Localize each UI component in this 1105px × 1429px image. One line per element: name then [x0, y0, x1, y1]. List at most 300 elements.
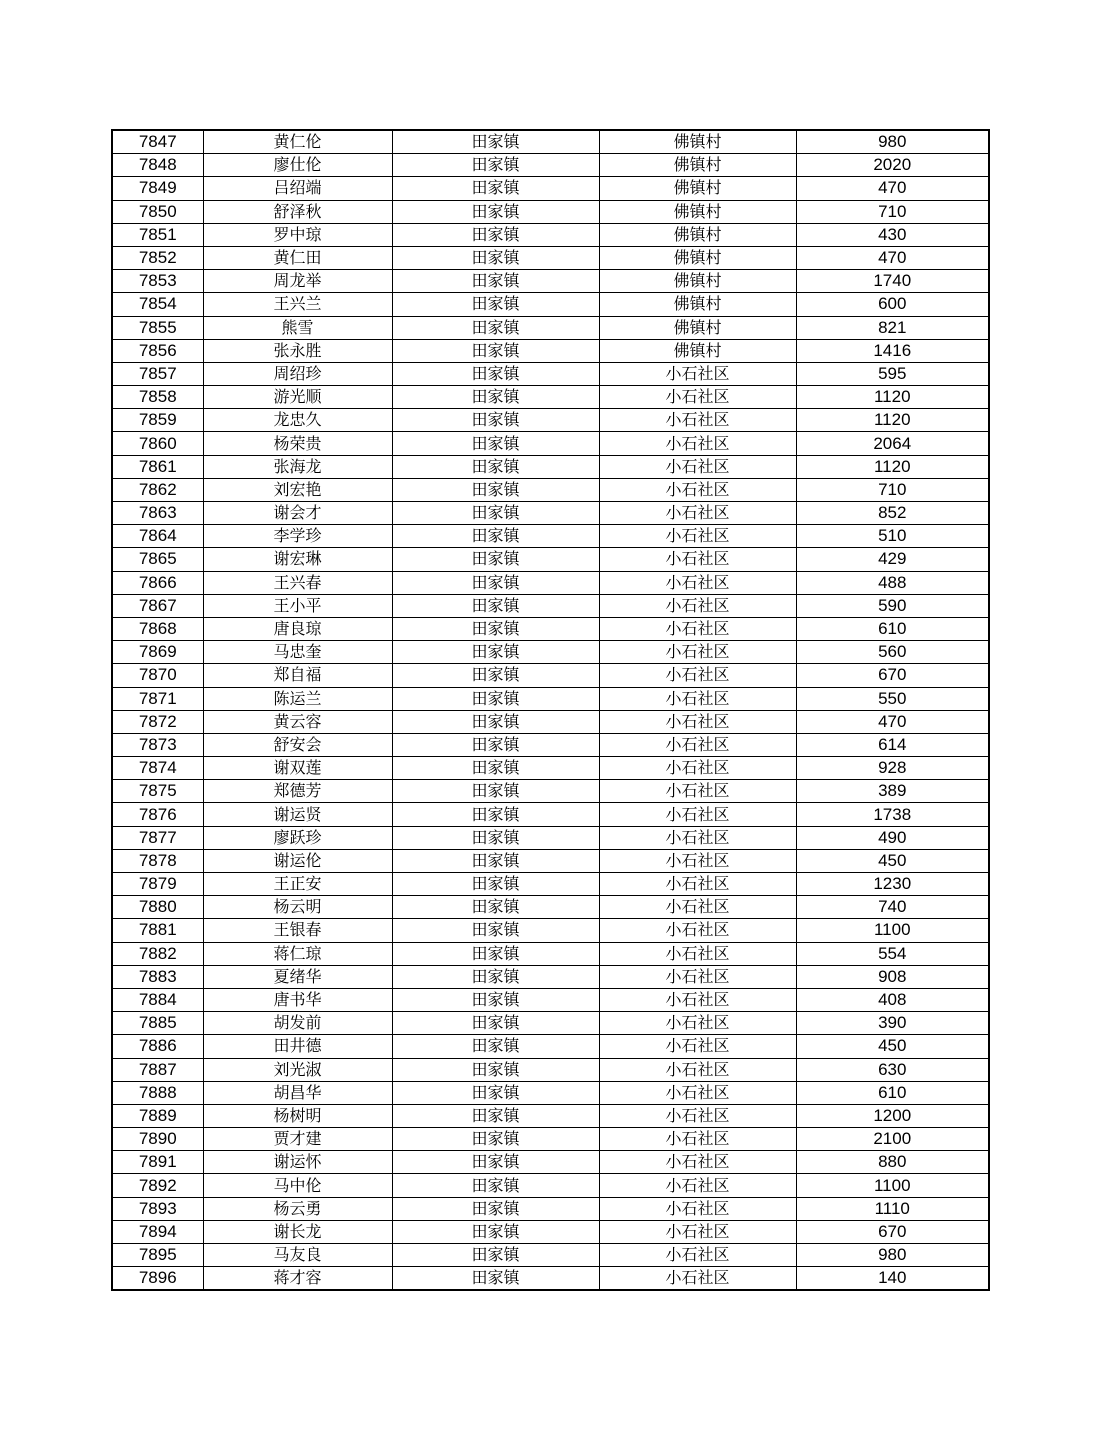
cell-amount: 610 [796, 1081, 989, 1104]
cell-amount: 2064 [796, 432, 989, 455]
cell-village: 小石社区 [599, 710, 796, 733]
table-row [112, 362, 989, 385]
cell-town: 田家镇 [392, 896, 599, 919]
cell-town: 田家镇 [392, 617, 599, 640]
cell-village: 小石社区 [599, 409, 796, 432]
cell-town: 田家镇 [392, 1267, 599, 1291]
cell-amount: 490 [796, 826, 989, 849]
table-row [112, 687, 989, 710]
cell-town: 田家镇 [392, 733, 599, 756]
cell-village: 佛镇村 [599, 246, 796, 269]
cell-amount: 908 [796, 965, 989, 988]
cell-amount: 470 [796, 246, 989, 269]
cell-serial-number: 7852 [112, 246, 203, 269]
cell-person-name: 王小平 [203, 594, 392, 617]
cell-person-name: 吕绍端 [203, 177, 392, 200]
cell-person-name: 田井德 [203, 1035, 392, 1058]
table-row [112, 154, 989, 177]
cell-person-name: 舒泽秋 [203, 200, 392, 223]
cell-serial-number: 7896 [112, 1267, 203, 1291]
cell-town: 田家镇 [392, 1035, 599, 1058]
cell-serial-number: 7887 [112, 1058, 203, 1081]
table-row [112, 1267, 989, 1291]
cell-amount: 710 [796, 478, 989, 501]
cell-town: 田家镇 [392, 339, 599, 362]
cell-village: 小石社区 [599, 687, 796, 710]
table-row [112, 1081, 989, 1104]
cell-person-name: 谢运怀 [203, 1151, 392, 1174]
cell-town: 田家镇 [392, 270, 599, 293]
cell-serial-number: 7886 [112, 1035, 203, 1058]
cell-serial-number: 7853 [112, 270, 203, 293]
cell-person-name: 杨云勇 [203, 1197, 392, 1220]
cell-village: 小石社区 [599, 1128, 796, 1151]
cell-amount: 980 [796, 130, 989, 154]
cell-serial-number: 7860 [112, 432, 203, 455]
cell-serial-number: 7874 [112, 757, 203, 780]
cell-amount: 430 [796, 223, 989, 246]
cell-serial-number: 7888 [112, 1081, 203, 1104]
cell-town: 田家镇 [392, 1012, 599, 1035]
cell-town: 田家镇 [392, 965, 599, 988]
cell-person-name: 张永胜 [203, 339, 392, 362]
cell-person-name: 谢会才 [203, 502, 392, 525]
table-row [112, 502, 989, 525]
cell-village: 小石社区 [599, 525, 796, 548]
cell-amount: 1100 [796, 919, 989, 942]
cell-amount: 670 [796, 1220, 989, 1243]
cell-town: 田家镇 [392, 1220, 599, 1243]
cell-serial-number: 7892 [112, 1174, 203, 1197]
cell-amount: 670 [796, 664, 989, 687]
cell-town: 田家镇 [392, 849, 599, 872]
cell-serial-number: 7876 [112, 803, 203, 826]
cell-town: 田家镇 [392, 455, 599, 478]
cell-amount: 980 [796, 1244, 989, 1267]
table-row [112, 316, 989, 339]
cell-town: 田家镇 [392, 664, 599, 687]
cell-village: 佛镇村 [599, 270, 796, 293]
cell-town: 田家镇 [392, 1197, 599, 1220]
cell-amount: 1120 [796, 386, 989, 409]
cell-amount: 450 [796, 849, 989, 872]
table-row [112, 200, 989, 223]
cell-village: 小石社区 [599, 1012, 796, 1035]
cell-town: 田家镇 [392, 200, 599, 223]
cell-village: 小石社区 [599, 641, 796, 664]
cell-amount: 140 [796, 1267, 989, 1291]
cell-amount: 880 [796, 1151, 989, 1174]
cell-village: 佛镇村 [599, 154, 796, 177]
cell-amount: 928 [796, 757, 989, 780]
cell-serial-number: 7865 [112, 548, 203, 571]
cell-person-name: 张海龙 [203, 455, 392, 478]
cell-amount: 610 [796, 617, 989, 640]
cell-person-name: 郑德芳 [203, 780, 392, 803]
cell-serial-number: 7862 [112, 478, 203, 501]
cell-amount: 614 [796, 733, 989, 756]
cell-village: 小石社区 [599, 873, 796, 896]
cell-town: 田家镇 [392, 478, 599, 501]
cell-person-name: 刘宏艳 [203, 478, 392, 501]
table-row [112, 409, 989, 432]
cell-person-name: 王兴兰 [203, 293, 392, 316]
table-row [112, 826, 989, 849]
cell-person-name: 王正安 [203, 873, 392, 896]
table-row [112, 896, 989, 919]
cell-town: 田家镇 [392, 988, 599, 1011]
table-row [112, 664, 989, 687]
cell-serial-number: 7861 [112, 455, 203, 478]
cell-serial-number: 7850 [112, 200, 203, 223]
cell-village: 小石社区 [599, 455, 796, 478]
cell-person-name: 胡昌华 [203, 1081, 392, 1104]
cell-person-name: 谢双莲 [203, 757, 392, 780]
cell-town: 田家镇 [392, 571, 599, 594]
cell-town: 田家镇 [392, 919, 599, 942]
table-row [112, 1197, 989, 1220]
cell-person-name: 舒安会 [203, 733, 392, 756]
cell-amount: 2020 [796, 154, 989, 177]
cell-amount: 450 [796, 1035, 989, 1058]
cell-serial-number: 7856 [112, 339, 203, 362]
table-row [112, 710, 989, 733]
cell-serial-number: 7866 [112, 571, 203, 594]
cell-amount: 560 [796, 641, 989, 664]
cell-amount: 1200 [796, 1104, 989, 1127]
cell-village: 小石社区 [599, 919, 796, 942]
table-row [112, 1012, 989, 1035]
cell-person-name: 谢长龙 [203, 1220, 392, 1243]
cell-village: 小石社区 [599, 617, 796, 640]
table-row [112, 1058, 989, 1081]
cell-serial-number: 7882 [112, 942, 203, 965]
cell-town: 田家镇 [392, 757, 599, 780]
cell-village: 小石社区 [599, 733, 796, 756]
table-row [112, 988, 989, 1011]
cell-person-name: 贾才建 [203, 1128, 392, 1151]
table-row [112, 803, 989, 826]
cell-town: 田家镇 [392, 246, 599, 269]
cell-serial-number: 7858 [112, 386, 203, 409]
cell-serial-number: 7875 [112, 780, 203, 803]
roster-table [111, 129, 990, 1291]
cell-town: 田家镇 [392, 710, 599, 733]
table-row [112, 757, 989, 780]
cell-village: 小石社区 [599, 1244, 796, 1267]
cell-town: 田家镇 [392, 362, 599, 385]
cell-serial-number: 7859 [112, 409, 203, 432]
table-row [112, 849, 989, 872]
cell-person-name: 游光顺 [203, 386, 392, 409]
cell-town: 田家镇 [392, 177, 599, 200]
cell-person-name: 蒋仁琼 [203, 942, 392, 965]
document-page [111, 129, 988, 1291]
table-row [112, 270, 989, 293]
cell-person-name: 胡发前 [203, 1012, 392, 1035]
cell-serial-number: 7870 [112, 664, 203, 687]
cell-serial-number: 7880 [112, 896, 203, 919]
table-row [112, 1104, 989, 1127]
cell-town: 田家镇 [392, 594, 599, 617]
cell-village: 小石社区 [599, 896, 796, 919]
cell-person-name: 罗中琼 [203, 223, 392, 246]
cell-town: 田家镇 [392, 1081, 599, 1104]
cell-person-name: 龙忠久 [203, 409, 392, 432]
cell-town: 田家镇 [392, 154, 599, 177]
cell-amount: 1110 [796, 1197, 989, 1220]
cell-amount: 389 [796, 780, 989, 803]
cell-amount: 1230 [796, 873, 989, 896]
cell-village: 小石社区 [599, 502, 796, 525]
table-row [112, 1035, 989, 1058]
cell-town: 田家镇 [392, 1151, 599, 1174]
cell-town: 田家镇 [392, 1058, 599, 1081]
cell-person-name: 刘光淑 [203, 1058, 392, 1081]
cell-serial-number: 7871 [112, 687, 203, 710]
cell-town: 田家镇 [392, 641, 599, 664]
table-row [112, 177, 989, 200]
cell-serial-number: 7848 [112, 154, 203, 177]
cell-serial-number: 7863 [112, 502, 203, 525]
cell-person-name: 蒋才容 [203, 1267, 392, 1291]
cell-amount: 1740 [796, 270, 989, 293]
table-row [112, 594, 989, 617]
cell-serial-number: 7885 [112, 1012, 203, 1035]
table-row [112, 571, 989, 594]
cell-person-name: 马友良 [203, 1244, 392, 1267]
cell-amount: 740 [796, 896, 989, 919]
cell-town: 田家镇 [392, 386, 599, 409]
cell-village: 小石社区 [599, 965, 796, 988]
cell-person-name: 廖跃珍 [203, 826, 392, 849]
cell-town: 田家镇 [392, 409, 599, 432]
cell-village: 小石社区 [599, 548, 796, 571]
table-row [112, 432, 989, 455]
cell-serial-number: 7884 [112, 988, 203, 1011]
cell-amount: 488 [796, 571, 989, 594]
cell-person-name: 杨树明 [203, 1104, 392, 1127]
cell-amount: 470 [796, 710, 989, 733]
cell-serial-number: 7890 [112, 1128, 203, 1151]
cell-amount: 821 [796, 316, 989, 339]
cell-village: 佛镇村 [599, 200, 796, 223]
cell-person-name: 李学珍 [203, 525, 392, 548]
cell-village: 小石社区 [599, 1174, 796, 1197]
cell-serial-number: 7894 [112, 1220, 203, 1243]
cell-town: 田家镇 [392, 826, 599, 849]
cell-person-name: 谢宏琳 [203, 548, 392, 571]
table-row [112, 641, 989, 664]
cell-person-name: 谢运贤 [203, 803, 392, 826]
cell-person-name: 夏绪华 [203, 965, 392, 988]
cell-amount: 1120 [796, 409, 989, 432]
cell-town: 田家镇 [392, 687, 599, 710]
cell-village: 小石社区 [599, 826, 796, 849]
cell-village: 小石社区 [599, 594, 796, 617]
cell-village: 小石社区 [599, 988, 796, 1011]
cell-town: 田家镇 [392, 223, 599, 246]
cell-amount: 600 [796, 293, 989, 316]
cell-person-name: 谢运伦 [203, 849, 392, 872]
table-row [112, 339, 989, 362]
table-row [112, 733, 989, 756]
cell-town: 田家镇 [392, 316, 599, 339]
cell-amount: 554 [796, 942, 989, 965]
table-row [112, 548, 989, 571]
cell-serial-number: 7895 [112, 1244, 203, 1267]
cell-amount: 2100 [796, 1128, 989, 1151]
cell-village: 小石社区 [599, 1058, 796, 1081]
cell-town: 田家镇 [392, 1174, 599, 1197]
cell-town: 田家镇 [392, 525, 599, 548]
table-row [112, 942, 989, 965]
table-row [112, 1151, 989, 1174]
cell-serial-number: 7849 [112, 177, 203, 200]
cell-village: 佛镇村 [599, 130, 796, 154]
cell-amount: 390 [796, 1012, 989, 1035]
cell-village: 小石社区 [599, 849, 796, 872]
cell-village: 小石社区 [599, 780, 796, 803]
table-row [112, 919, 989, 942]
cell-town: 田家镇 [392, 293, 599, 316]
cell-person-name: 周龙举 [203, 270, 392, 293]
table-row [112, 1174, 989, 1197]
cell-amount: 429 [796, 548, 989, 571]
cell-person-name: 熊雪 [203, 316, 392, 339]
cell-village: 小石社区 [599, 803, 796, 826]
cell-village: 小石社区 [599, 1220, 796, 1243]
table-row [112, 455, 989, 478]
cell-person-name: 廖仕伦 [203, 154, 392, 177]
cell-serial-number: 7868 [112, 617, 203, 640]
cell-amount: 1738 [796, 803, 989, 826]
cell-person-name: 唐书华 [203, 988, 392, 1011]
cell-person-name: 杨荣贵 [203, 432, 392, 455]
table-row [112, 246, 989, 269]
table-row [112, 780, 989, 803]
cell-village: 佛镇村 [599, 223, 796, 246]
cell-amount: 470 [796, 177, 989, 200]
roster-table-body [112, 130, 989, 1290]
cell-village: 小石社区 [599, 571, 796, 594]
cell-amount: 630 [796, 1058, 989, 1081]
cell-serial-number: 7857 [112, 362, 203, 385]
table-row [112, 873, 989, 896]
table-row [112, 1220, 989, 1243]
cell-village: 小石社区 [599, 1081, 796, 1104]
cell-serial-number: 7878 [112, 849, 203, 872]
table-row [112, 525, 989, 548]
cell-person-name: 周绍珍 [203, 362, 392, 385]
cell-serial-number: 7854 [112, 293, 203, 316]
cell-serial-number: 7879 [112, 873, 203, 896]
cell-village: 小石社区 [599, 386, 796, 409]
cell-person-name: 黄云容 [203, 710, 392, 733]
cell-serial-number: 7893 [112, 1197, 203, 1220]
cell-village: 小石社区 [599, 478, 796, 501]
table-row [112, 1244, 989, 1267]
cell-serial-number: 7864 [112, 525, 203, 548]
cell-amount: 852 [796, 502, 989, 525]
cell-town: 田家镇 [392, 130, 599, 154]
cell-town: 田家镇 [392, 502, 599, 525]
cell-amount: 408 [796, 988, 989, 1011]
table-row [112, 617, 989, 640]
cell-serial-number: 7873 [112, 733, 203, 756]
table-row [112, 293, 989, 316]
cell-person-name: 黄仁伦 [203, 130, 392, 154]
cell-village: 小石社区 [599, 432, 796, 455]
cell-town: 田家镇 [392, 1244, 599, 1267]
cell-serial-number: 7883 [112, 965, 203, 988]
cell-amount: 1100 [796, 1174, 989, 1197]
cell-serial-number: 7891 [112, 1151, 203, 1174]
cell-person-name: 王银春 [203, 919, 392, 942]
cell-person-name: 王兴春 [203, 571, 392, 594]
cell-serial-number: 7877 [112, 826, 203, 849]
cell-town: 田家镇 [392, 803, 599, 826]
cell-amount: 1120 [796, 455, 989, 478]
cell-village: 小石社区 [599, 664, 796, 687]
cell-town: 田家镇 [392, 873, 599, 896]
cell-person-name: 杨云明 [203, 896, 392, 919]
cell-village: 小石社区 [599, 757, 796, 780]
cell-serial-number: 7867 [112, 594, 203, 617]
cell-amount: 550 [796, 687, 989, 710]
cell-person-name: 唐良琼 [203, 617, 392, 640]
cell-town: 田家镇 [392, 942, 599, 965]
cell-person-name: 陈运兰 [203, 687, 392, 710]
cell-amount: 510 [796, 525, 989, 548]
cell-village: 小石社区 [599, 942, 796, 965]
cell-town: 田家镇 [392, 548, 599, 571]
cell-village: 佛镇村 [599, 293, 796, 316]
table-row [112, 386, 989, 409]
cell-person-name: 黄仁田 [203, 246, 392, 269]
table-row [112, 965, 989, 988]
cell-village: 小石社区 [599, 362, 796, 385]
table-row [112, 223, 989, 246]
cell-village: 小石社区 [599, 1035, 796, 1058]
cell-person-name: 马中伦 [203, 1174, 392, 1197]
cell-village: 小石社区 [599, 1151, 796, 1174]
cell-village: 小石社区 [599, 1197, 796, 1220]
cell-serial-number: 7847 [112, 130, 203, 154]
cell-town: 田家镇 [392, 780, 599, 803]
cell-serial-number: 7851 [112, 223, 203, 246]
cell-village: 小石社区 [599, 1267, 796, 1291]
cell-village: 小石社区 [599, 1104, 796, 1127]
table-row [112, 478, 989, 501]
cell-town: 田家镇 [392, 1128, 599, 1151]
cell-person-name: 郑自福 [203, 664, 392, 687]
cell-village: 佛镇村 [599, 316, 796, 339]
cell-village: 佛镇村 [599, 339, 796, 362]
cell-amount: 710 [796, 200, 989, 223]
cell-serial-number: 7881 [112, 919, 203, 942]
cell-amount: 595 [796, 362, 989, 385]
cell-village: 佛镇村 [599, 177, 796, 200]
cell-town: 田家镇 [392, 1104, 599, 1127]
cell-amount: 590 [796, 594, 989, 617]
table-row [112, 1128, 989, 1151]
cell-town: 田家镇 [392, 432, 599, 455]
cell-serial-number: 7855 [112, 316, 203, 339]
cell-amount: 1416 [796, 339, 989, 362]
table-row [112, 130, 989, 154]
cell-serial-number: 7872 [112, 710, 203, 733]
